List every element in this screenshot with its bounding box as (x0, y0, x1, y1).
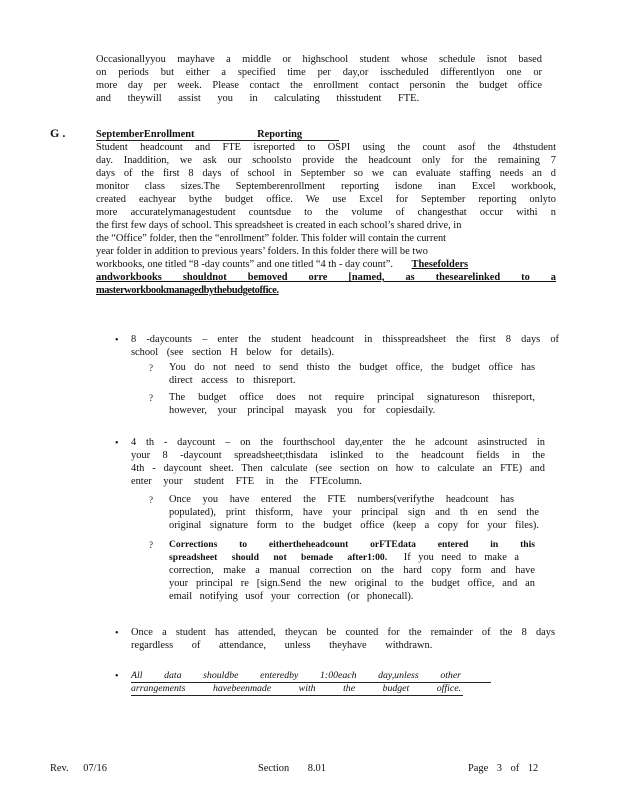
sub-bullet-marker: ? (149, 363, 153, 373)
section-line: the “Office” folder, then the “enrollment” folder. This folder will contain the current (96, 233, 447, 244)
bullet-line: regardless of attendance, unless theyhave withdrawn. (131, 640, 433, 651)
sub-bullet-2-1 (169, 493, 539, 532)
deadline-note: arrangements havebeenmade with the budget office. (131, 683, 461, 694)
sub-bullet-line: original signature form to the budget office (keep a copy for your files). (169, 520, 539, 531)
bullet-line: your 8 -daycount spreadsheet;thisdata islinked to the headcount fields in the (131, 450, 545, 461)
sub-bullet-line: populated), print thisform, have your principal sign and th en send the (169, 507, 539, 518)
sub-bullet-line: direct access to thisreport. (169, 375, 296, 386)
bullet-marker: • (115, 438, 119, 449)
bullet-marker: • (115, 335, 119, 346)
correction-warning: Corrections to eithertheheadcount orFTEdata entered in this (169, 539, 535, 550)
section-line (96, 258, 556, 271)
section-line: Student headcount and FTE isreported to OSPI using the count asof the 4thstudent (96, 142, 556, 153)
sub-bullet-marker: ? (149, 495, 153, 505)
intro-paragraph (96, 53, 542, 105)
deadline-note: All data shouldbe enteredby 1:00each day,unless other (131, 670, 461, 681)
intro-line: more day per week. Please contact the enrollment contact personin the budget office (96, 80, 542, 91)
sub-bullet-line: You do not need to send thisto the budget office, the budget office has (169, 362, 535, 373)
sub-bullet-1-2 (169, 391, 535, 417)
footer-page-number: Page 3 of 12 (468, 763, 539, 774)
sub-bullet-line: your principal re [sign.Send the new original to the budget office, and an (169, 578, 535, 589)
sub-bullet-line: Once you have entered the FTE numbers(verifythe headcount has (169, 494, 514, 505)
section-letter: G . (50, 126, 66, 140)
bullet-line: Once a student has attended, theycan be counted for the remainder of the 8 days (131, 627, 555, 638)
section-line: day. Inaddition, we ask our schoolsto provide the headcount only for the remaining 7 (96, 155, 556, 166)
intro-line: on periods but either a specified time per day,or isscheduled differentlyon one or (96, 67, 542, 78)
deadline-note-underline (131, 682, 491, 683)
section-line: monitor class sizes.The Septemberenrollment reporting isdone inan Excel workbook, (96, 181, 556, 192)
warning-line: andworkbooks shouldnot bemoved orre [named, as thesearelinked to a (96, 272, 556, 283)
workbooks-sentence: workbooks, one titled “8 -day counts” and one titled “4 th - day count”. (96, 259, 393, 270)
bullet-2 (131, 436, 545, 488)
section-body (96, 141, 556, 297)
sub-bullet-line: The budget office does not require principal signatureson thisreport, (169, 392, 535, 403)
section-line: days of the first 8 days of school in September so we can evaluate staffing needs an d (96, 168, 556, 179)
intro-line: and theywill assist you in calculating thisstudent FTE. (96, 93, 420, 104)
intro-line: Occasionallyyou mayhave a middle or highschool student whose schedule isnot based (96, 54, 542, 65)
bullet-line: 4 th - daycount – on the fourthschool day,enter the he adcount asinstructed in (131, 437, 545, 448)
footer-revision: Rev. 07/16 (50, 763, 107, 774)
sub-bullet-marker: ? (149, 540, 153, 550)
bullet-line: 8 -daycounts – enter the student headcount in thisspreadsheet the first 8 days of (131, 334, 559, 345)
bullet-3 (131, 626, 555, 652)
section-title-text: SeptemberEnrollment Reporting (96, 129, 303, 140)
sub-bullet-2-2 (169, 538, 535, 603)
section-line: year folder in addition to previous years’ folders. In this folder there will be two (96, 246, 428, 257)
sub-bullet-1-1 (169, 361, 535, 387)
bullet-marker: • (115, 671, 119, 682)
sub-bullet-line: however, your principal mayask you for copiesdaily. (169, 405, 436, 416)
warning-start: Thesefolders (411, 259, 469, 270)
bullet-marker: • (115, 628, 119, 639)
sub-bullet-line: email notifying usof your correction (or phonecall). (169, 591, 414, 602)
bullet-line: enter your student FTE in the FTEcolumn. (131, 476, 362, 487)
bullet-line: 4th - daycount sheet. Then calculate (see section on how to calculate an FTE) and (131, 463, 545, 474)
sub-bullet-line: correction, make a manual correction on the hard copy form and have (169, 565, 535, 576)
footer-section: Section 8.01 (258, 763, 326, 774)
section-line: created eachyear bythe budget office. We use Excel for September reporting onlyto (96, 194, 556, 205)
correction-deadline: spreadsheet should not bemade after1:00. (169, 552, 388, 563)
deadline-note-underline (131, 695, 463, 696)
warning-line: masterworkbookmanagedbythebudgetoffice. (96, 285, 279, 296)
correction-instructions: If you need to make a (403, 552, 520, 563)
bullet-1 (131, 333, 559, 359)
correction-warning (169, 551, 535, 564)
sub-bullet-marker: ? (149, 393, 153, 403)
bullet-line: school (see section H below for details). (131, 347, 335, 358)
section-line: more accuratelymanagestudent countsdue to the volume of changesthat occur withi n (96, 207, 556, 218)
section-line: the first few days of school. This spreadsheet is created in each school’s shared drive, in (96, 220, 462, 231)
